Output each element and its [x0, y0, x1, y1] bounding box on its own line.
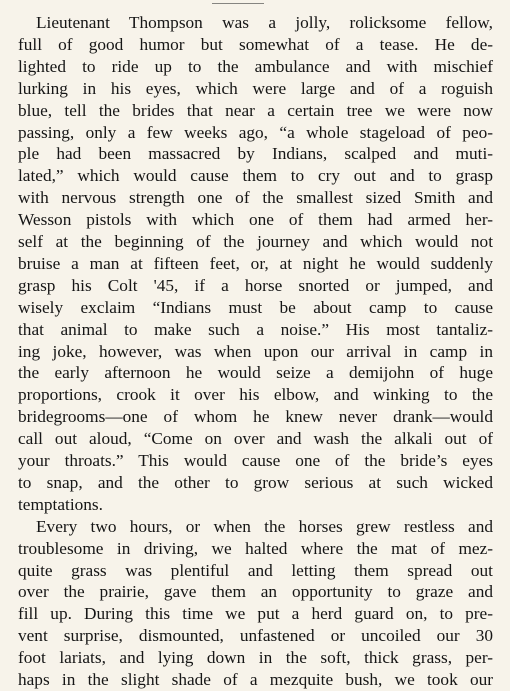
text-line: proportions, crook it over his elbow, and winking to the: [18, 385, 493, 405]
text-line: wisely exclaim “Indians must be about camp to cause: [18, 297, 493, 317]
text-line: quite grass was plentiful and letting them spread out: [18, 560, 493, 580]
text-line: Lieutenant Thompson was a jolly, rolicksome fellow,: [36, 13, 493, 32]
text-line: lated,” which would cause them to cry out and to grasp: [18, 166, 493, 186]
text-line: lurking in his eyes, which were large and of a roguish: [18, 78, 493, 98]
text-line: troublesome in driving, we halted where the mat of mez-: [18, 538, 493, 558]
text-line: with nervous strength one of the smallest sized Smith and: [18, 188, 493, 208]
text-line: Every two hours, or when the horses grew restless and: [36, 516, 493, 536]
text-line: lighted to ride up to the ambulance and with mischief: [18, 56, 493, 76]
text-line: bruise a man at fifteen feet, or, at night he would suddenly: [18, 253, 493, 273]
text-line: to snap, and the other to grow serious at such wicked: [18, 472, 493, 492]
text-line: bridegrooms—one of whom he knew never drank—would: [18, 407, 493, 427]
text-line: vent surprise, dismounted, unfastened or uncoiled our 30: [18, 626, 493, 646]
text-line: haps in the slight shade of a mezquite bush, we took our: [18, 670, 493, 689]
text-line: ing joke, however, was when upon our arrival in camp in: [18, 341, 493, 361]
text-line: grasp his Colt '45, if a horse snorted or jumped, and: [18, 275, 493, 295]
text-line: ple had been massacred by Indians, scalped and muti-: [18, 144, 493, 164]
text-line: call out aloud, “Come on over and wash the alkali out of: [18, 429, 493, 449]
text-line: Wesson pistols with which one of them had armed her-: [18, 210, 493, 230]
text-line: your throats.” This would cause one of the bride’s eyes: [18, 451, 493, 470]
text-line: that animal to make such a noise.” His most tantaliz-: [18, 319, 493, 339]
text-line: the early afternoon he would seize a demijohn of huge: [18, 363, 493, 383]
text-line: temptations.: [18, 494, 103, 514]
text-line: passing, only a few weeks ago, “a whole stageload of peo-: [18, 122, 493, 142]
text-line: blue, tell the brides that near a certain tree we were now: [18, 100, 493, 120]
text-line: full of good humor but somewhat of a tease. He de-: [18, 34, 493, 54]
text-line: fill up. During this time we put a herd guard on, to pre-: [18, 604, 493, 624]
header-rule: [212, 3, 264, 4]
text-line: self at the beginning of the journey and which would not: [18, 232, 493, 251]
text-line: over the prairie, gave them an opportunity to graze and: [18, 582, 493, 602]
text-line: foot lariats, and lying down in the soft, thick grass, per-: [18, 648, 493, 668]
